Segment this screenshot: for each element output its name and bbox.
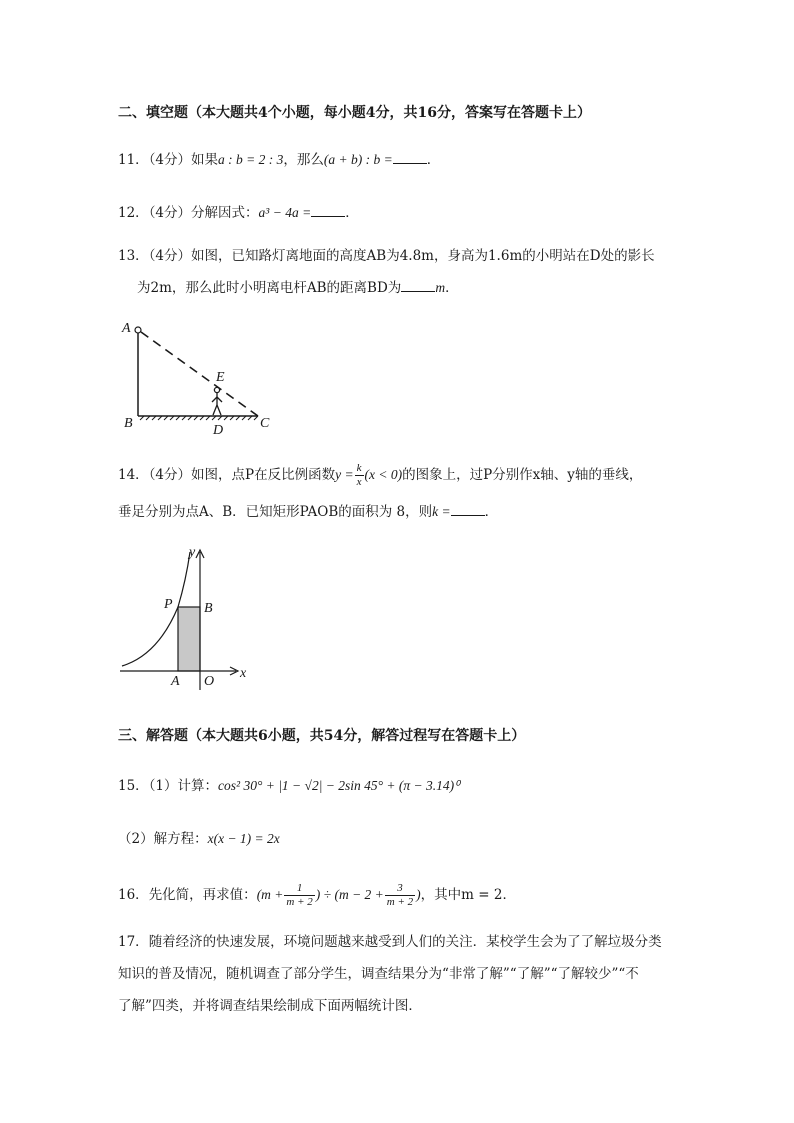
q16-text: 先化简，再求值： (148, 887, 257, 903)
q11-ratio: a : b = 2 : 3 (218, 152, 284, 167)
q11-score: （4分） (148, 152, 192, 168)
rectangle-PAOB (178, 607, 200, 671)
q13-unit: m (435, 280, 446, 295)
q14-text-2: 的图象上，过P分别作x轴、y轴的垂线， (402, 467, 643, 483)
q16-fraction-2 (385, 882, 415, 909)
q14-line-2: 垂足分别为点A、B．已知矩形PAOB的面积为 8，则 (118, 504, 433, 520)
label-x-axis: x (240, 666, 247, 681)
person-icon (212, 387, 222, 415)
q14-number: 14． (118, 467, 149, 483)
q11-end: ． (426, 152, 441, 168)
q14-fraction (355, 462, 364, 489)
q11-text-2: ，那么 (283, 152, 324, 168)
q12-number: 12． (118, 205, 149, 221)
q14-func-y: y = (335, 467, 354, 482)
q12-end: ． (345, 205, 359, 221)
q15-part-1-label: （1）计算： (148, 778, 219, 794)
q11-number: 11． (118, 152, 149, 168)
q15-number: 15． (118, 778, 149, 794)
q15-part-2-label: （2）解方程： (118, 831, 208, 847)
q14-text: 如图，点P在反比例函数 (191, 467, 336, 483)
q16-part-2: ) ÷ (m − 2 + (315, 887, 384, 902)
question-15-part-1 (118, 776, 460, 796)
question-17-line-3: 了解”四类，并将调查结果绘制成下面两幅统计图． (118, 998, 422, 1014)
label-A: A (171, 674, 180, 689)
q15-expression: cos² 30° + |1 − √2| − 2sin 45° + (π − 3.14)⁰ (218, 778, 460, 793)
question-13-line-2 (137, 278, 459, 298)
question-13 (118, 246, 655, 266)
q14-score: （4分） (148, 467, 192, 483)
q11-answer-blank[interactable] (393, 151, 427, 164)
q14-k-expression: k = (432, 504, 451, 519)
question-17-line-2: 知识的普及情况，随机调查了部分学生，调查结果分为“非常了解”“了解”“了解较少”“不 (118, 966, 639, 982)
q14-end: ． (484, 504, 499, 520)
q16-part-3: ) (416, 887, 421, 902)
q13-answer-blank[interactable] (401, 279, 435, 292)
q13-lamp-figure (118, 318, 278, 440)
q12-expression: a³ − 4a = (258, 205, 312, 220)
section-3-heading: 三、解答题（本大题共6小题，共54分，解答过程写在答题卡上） (118, 728, 526, 744)
q13-number: 13． (118, 248, 149, 264)
q16-fraction-2-den: m + 2 (386, 896, 414, 908)
q16-fraction-1 (284, 882, 314, 909)
label-P: P (164, 597, 173, 612)
q14-fraction-den: x (356, 476, 362, 488)
question-11 (118, 150, 440, 170)
question-16 (118, 882, 516, 909)
q16-part-1: (m + (256, 887, 284, 902)
q17-line-1: 随着经济的快速发展，环境问题越来越受到人们的关注．某校学生会为了了解垃圾分类 (148, 934, 662, 950)
q12-score: （4分） (148, 205, 192, 221)
label-C: C (260, 416, 270, 431)
q13-line-2: 为2m，那么此时小明离电杆AB的距离BD为 (137, 280, 402, 296)
light-ray-AC (141, 332, 258, 416)
label-B: B (124, 416, 133, 431)
q12-answer-blank[interactable] (311, 204, 345, 217)
q13-line-1: 如图，已知路灯离地面的高度AB为4.8m，身高为1.6m的小明站在D处的影长 (191, 248, 655, 264)
lamp-light-icon (135, 327, 141, 333)
q13-end: ． (445, 280, 459, 296)
label-O: O (204, 674, 215, 689)
label-D: D (213, 423, 224, 438)
q16-fraction-1-num: 1 (284, 882, 314, 896)
label-A: A (122, 321, 131, 336)
q15-equation: x(x − 1) = 2x (207, 831, 280, 846)
q14-fraction-num: k (356, 462, 362, 474)
question-17-line-1 (118, 932, 662, 952)
label-E: E (216, 370, 225, 385)
q14-answer-blank[interactable] (451, 503, 485, 516)
label-B: B (204, 601, 213, 616)
q17-number: 17． (118, 934, 149, 950)
q12-text: 分解因式： (191, 205, 259, 221)
q11-text: 如果 (191, 152, 219, 168)
q13-score: （4分） (148, 248, 192, 264)
q16-fraction-2-num: 3 (385, 882, 415, 896)
label-y-axis: y (189, 545, 196, 560)
q16-fraction-1-den: m + 2 (286, 896, 313, 908)
q14-func-condition: (x < 0) (364, 467, 403, 482)
q11-expression: (a + b) : b = (323, 152, 393, 167)
question-14-line-2 (118, 502, 498, 522)
question-15-part-2 (118, 829, 280, 849)
q14-graph-figure (118, 540, 258, 690)
q16-tail: ，其中m = 2． (420, 887, 516, 903)
section-2-heading: 二、填空题（本大题共4个小题，每小题4分，共16分，答案写在答题卡上） (118, 105, 591, 121)
q16-number: 16． (118, 887, 149, 903)
question-12 (118, 203, 359, 223)
question-14 (118, 462, 642, 489)
